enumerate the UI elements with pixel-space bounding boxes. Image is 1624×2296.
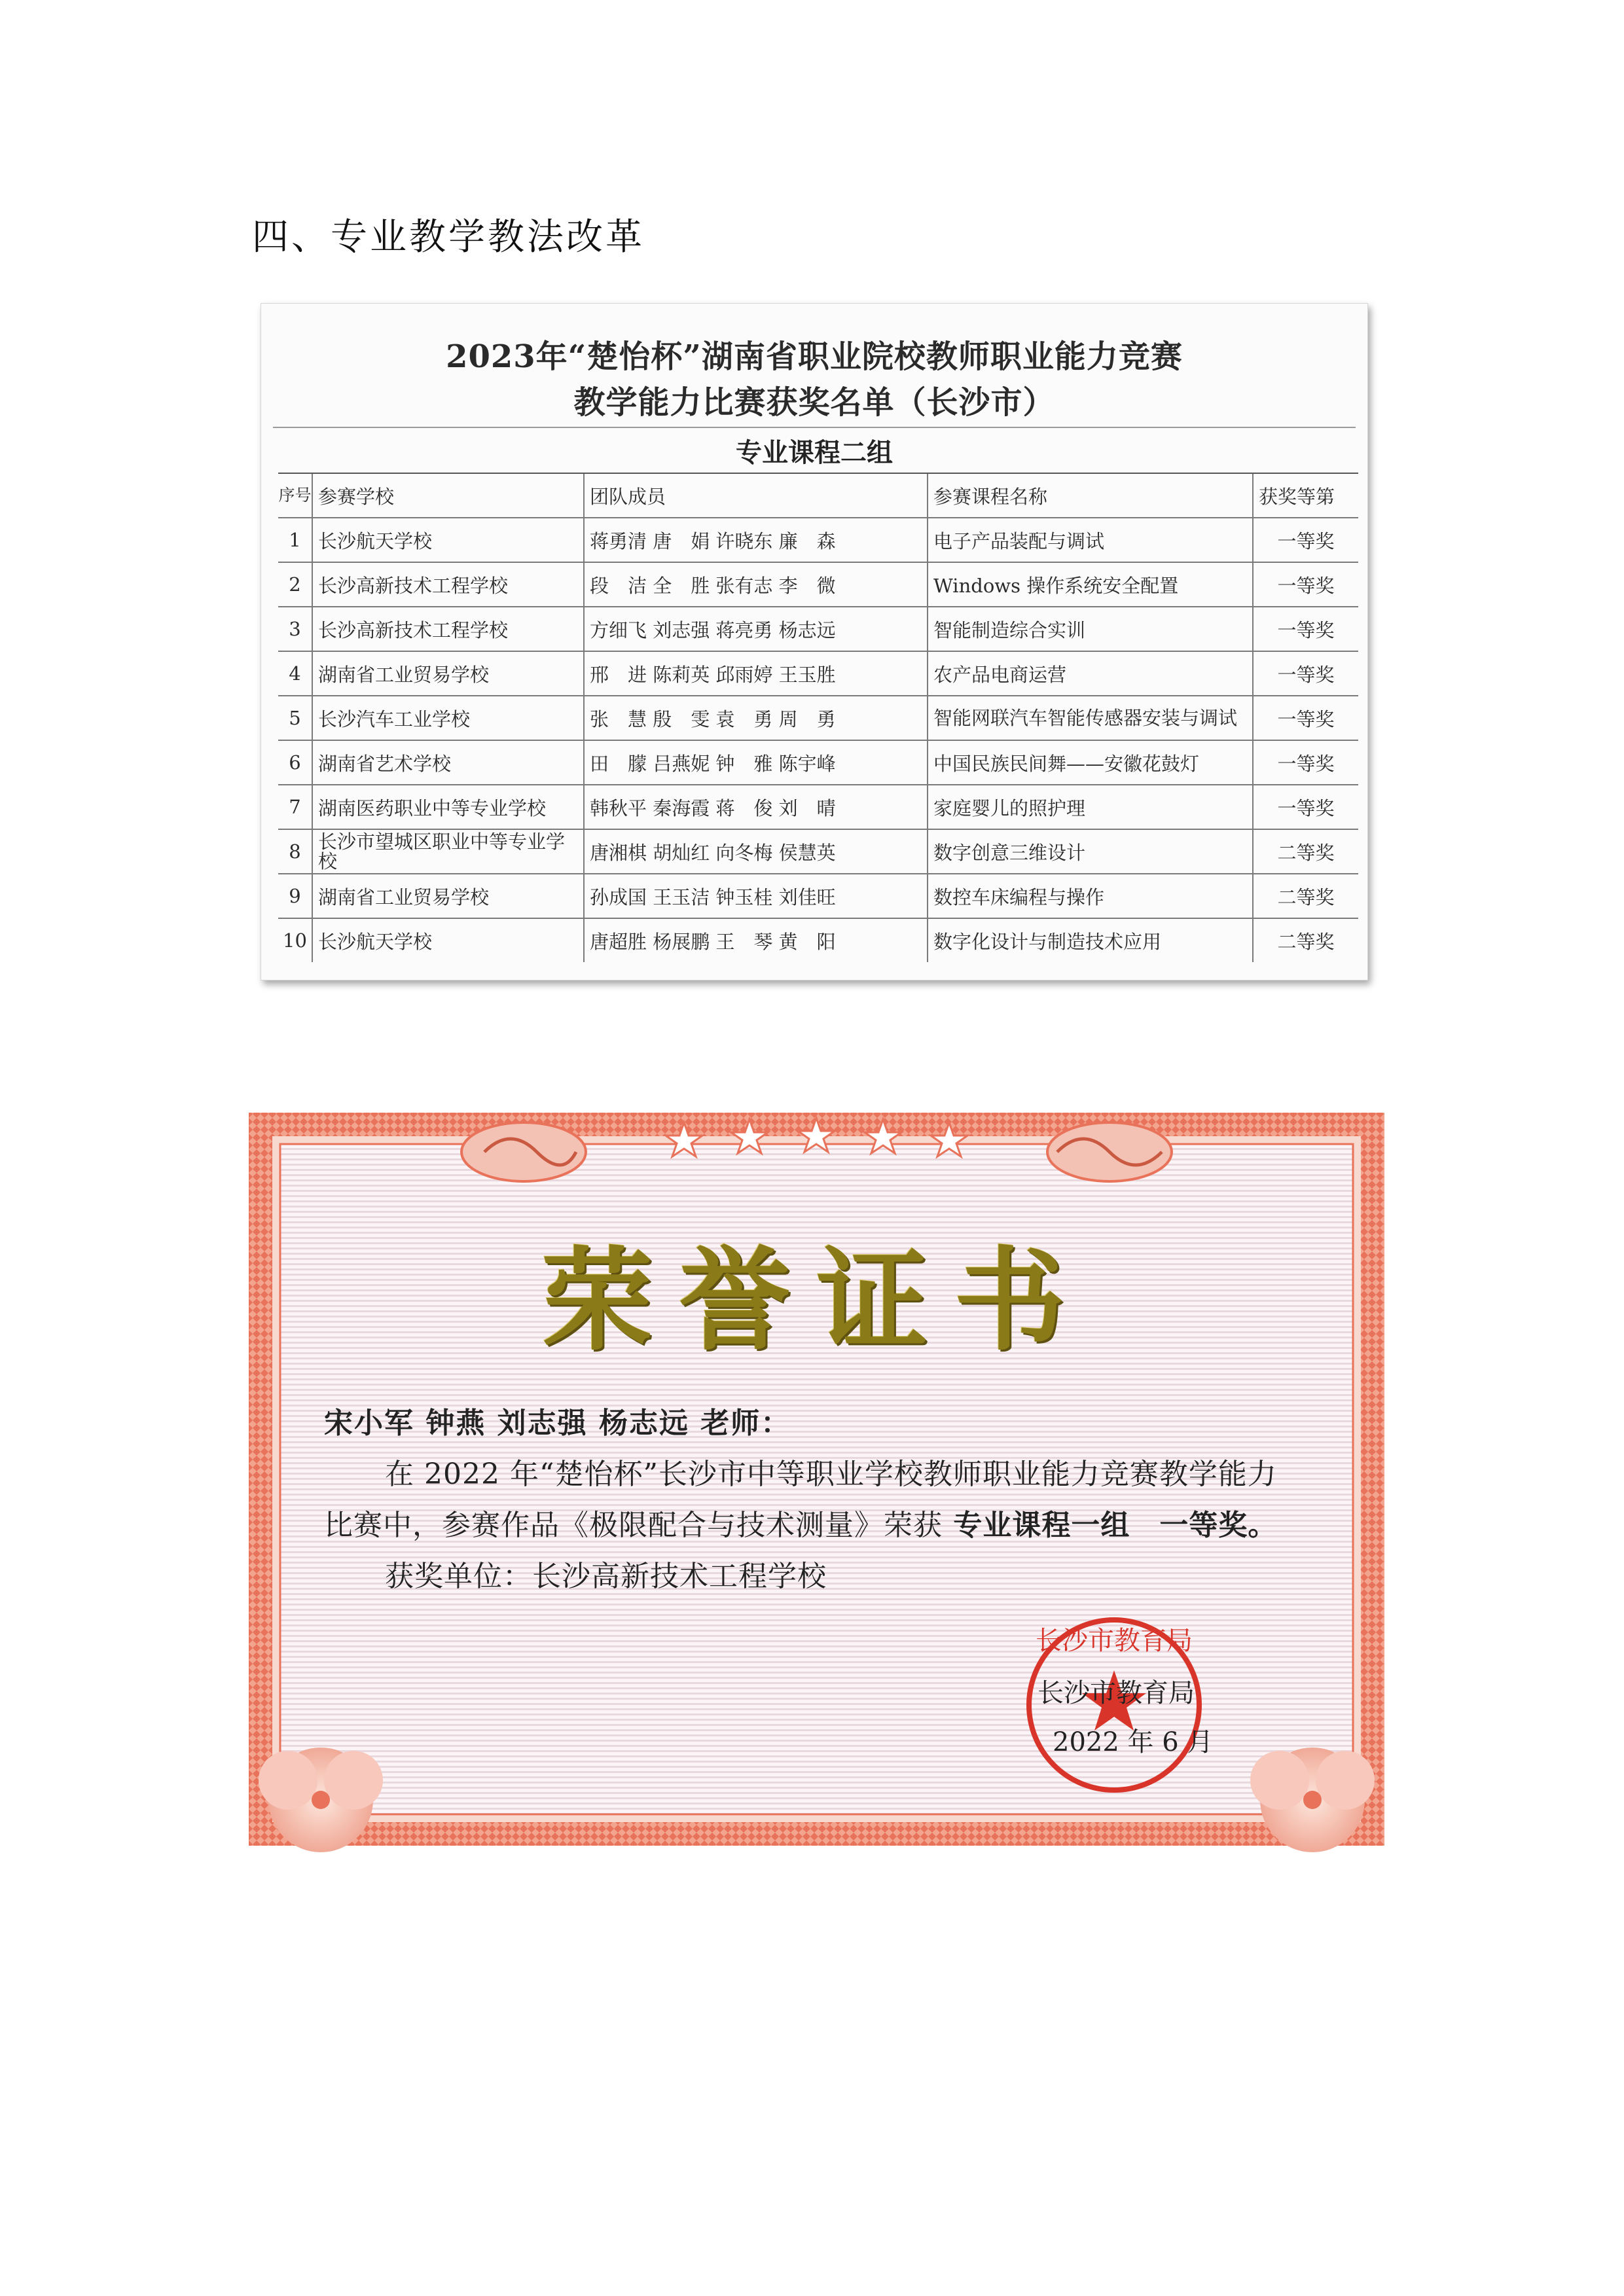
row-course: 数控车床编程与操作	[928, 874, 1253, 918]
svg-text:长沙市教育局: 长沙市教育局	[1036, 1626, 1193, 1656]
row-school: 长沙高新技术工程学校	[312, 562, 584, 607]
row-school: 长沙航天学校	[312, 918, 584, 962]
row-course: 智能制造综合实训	[928, 607, 1253, 651]
row-school: 湖南省工业贸易学校	[312, 651, 584, 696]
certificate-image	[249, 1106, 1384, 1852]
row-no: 7	[278, 785, 312, 829]
row-course: 电子产品装配与调试	[928, 518, 1253, 562]
col-header-members: 团队成员	[584, 473, 928, 518]
issuer: 长沙市教育局	[1038, 1678, 1195, 1708]
award-list-title-line2: 教学能力比赛获奖名单（长沙市）	[573, 384, 1055, 421]
row-members: 邢 进 陈莉英 邱雨婷 王玉胜	[584, 651, 928, 696]
row-no: 2	[278, 562, 312, 607]
row-school: 长沙高新技术工程学校	[312, 607, 584, 651]
row-no: 6	[278, 740, 312, 785]
row-members-highlighted: 方细飞 刘志强 蒋亮勇 杨志远	[584, 607, 928, 651]
certificate-body-line2	[324, 1501, 1277, 1543]
row-prize: 一等奖	[1253, 562, 1358, 607]
award-list-image	[261, 303, 1368, 980]
col-header-prize: 获奖等第	[1253, 473, 1358, 518]
row-prize: 一等奖	[1253, 651, 1358, 696]
row-school: 湖南省艺术学校	[312, 740, 584, 785]
row-no: 9	[278, 874, 312, 918]
table-row	[278, 785, 1358, 829]
row-members: 韩秋平 秦海霞 蒋 俊 刘 晴	[584, 785, 928, 829]
row-prize: 一等奖	[1253, 696, 1358, 740]
row-prize: 一等奖	[1253, 740, 1358, 785]
award-group-title: 专业课程二组	[736, 438, 893, 468]
row-members: 孙成国 王玉洁 钟玉桂 刘佳旺	[584, 874, 928, 918]
award-table	[278, 473, 1358, 962]
table-row	[278, 829, 1358, 874]
row-no: 4	[278, 651, 312, 696]
row-course: 数字化设计与制造技术应用	[928, 918, 1253, 962]
row-no: 3	[278, 607, 312, 651]
row-course: 中国民族民间舞——安徽花鼓灯	[928, 740, 1253, 785]
row-members: 唐湘棋 胡灿红 向冬梅 侯慧英	[584, 829, 928, 874]
table-row	[278, 740, 1358, 785]
row-members: 田 朦 吕燕妮 钟 雅 陈宇峰	[584, 740, 928, 785]
award-unit: 获奖单位：长沙高新技术工程学校	[385, 1560, 827, 1593]
certificate-title: 荣誉证书	[541, 1235, 1092, 1366]
top-ornament-left-icon	[461, 1122, 586, 1181]
row-prize: 一等奖	[1253, 785, 1358, 829]
table-row	[278, 651, 1358, 696]
row-school: 长沙航天学校	[312, 518, 584, 562]
row-course: Windows 操作系统安全配置	[928, 562, 1253, 607]
row-school: 湖南省工业贸易学校	[312, 874, 584, 918]
row-course: 农产品电商运营	[928, 651, 1253, 696]
certificate-body-line2-prefix: 比赛中，参赛作品《极限配合与技术测量》荣获	[324, 1509, 943, 1542]
row-prize: 二等奖	[1253, 874, 1358, 918]
table-header-row	[278, 473, 1358, 518]
table-row	[278, 874, 1358, 918]
recipient-names: 宋小军 钟燕 刘志强 杨志远 老师：	[324, 1407, 791, 1440]
table-row	[278, 518, 1358, 562]
row-no: 5	[278, 696, 312, 740]
row-members: 段 洁 全 胜 张有志 李 微	[584, 562, 928, 607]
col-header-no: 序号	[278, 473, 312, 518]
row-school: 长沙市望城区职业中等专业学校	[312, 829, 584, 874]
table-row	[278, 562, 1358, 607]
row-course: 智能网联汽车智能传感器安装与调试	[928, 696, 1253, 740]
row-prize: 二等奖	[1253, 918, 1358, 962]
row-course: 数字创意三维设计	[928, 829, 1253, 874]
certificate-body-line1: 在 2022 年“楚怡杯”长沙市中等职业学校教师职业能力竞赛教学能力	[385, 1458, 1277, 1491]
row-prize: 一等奖	[1253, 607, 1358, 651]
issue-date: 2022 年 6 月	[1053, 1727, 1214, 1757]
table-row	[278, 696, 1358, 740]
row-no: 8	[278, 829, 312, 874]
row-no: 1	[278, 518, 312, 562]
row-school: 长沙汽车工业学校	[312, 696, 584, 740]
divider	[273, 427, 1356, 428]
row-prize: 一等奖	[1253, 518, 1358, 562]
row-members: 蒋勇清 唐 娟 许晓东 廉 森	[584, 518, 928, 562]
col-header-course: 参赛课程名称	[928, 473, 1253, 518]
table-row	[278, 607, 1358, 651]
row-course: 家庭婴儿的照护理	[928, 785, 1253, 829]
table-row	[278, 918, 1358, 962]
row-school: 湖南医药职业中等专业学校	[312, 785, 584, 829]
row-members: 张 慧 殷 雯 袁 勇 周 勇	[584, 696, 928, 740]
section-heading: 四、专业教学教法改革	[252, 216, 645, 259]
award-level: 专业课程一组 一等奖。	[943, 1509, 1278, 1542]
award-list-title-line1: 2023年“楚怡杯”湖南省职业院校教师职业能力竞赛	[446, 338, 1183, 375]
row-no: 10	[278, 918, 312, 962]
row-members: 唐超胜 杨展鹏 王 琴 黄 阳	[584, 918, 928, 962]
col-header-school: 参赛学校	[312, 473, 584, 518]
row-prize: 二等奖	[1253, 829, 1358, 874]
top-ornament-right-icon	[1047, 1122, 1172, 1181]
